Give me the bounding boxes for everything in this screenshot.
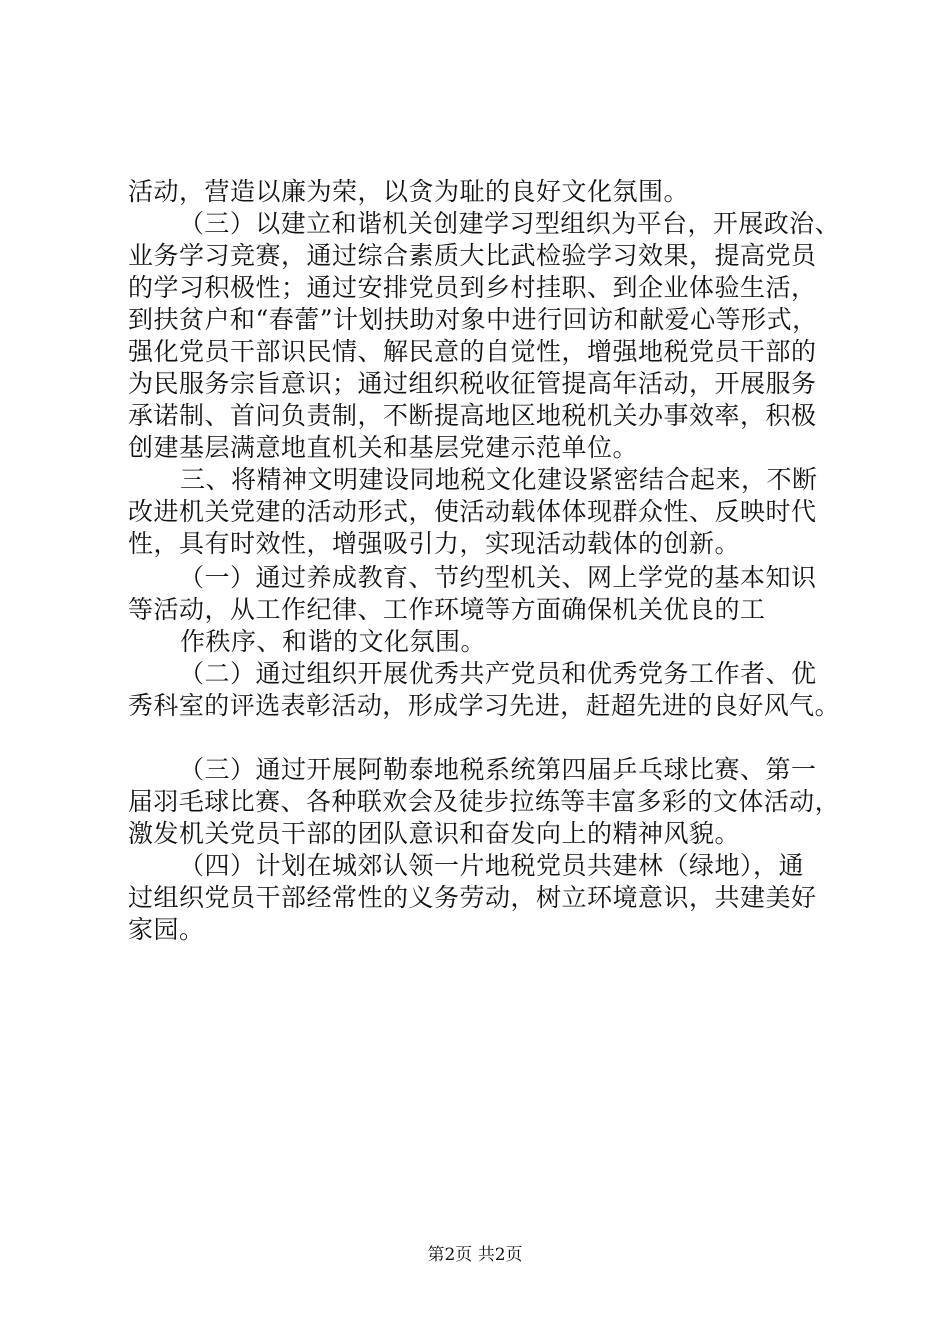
- text-line: 的学习积极性；通过安排党员到乡村挂职、到企业体验生活，: [128, 273, 817, 302]
- page-footer: 第2页 共2页: [427, 1245, 523, 1265]
- text-line: 三、将精神文明建设同地税文化建设紧密结合起来，不断: [180, 465, 818, 494]
- text-line: 激发机关党员干部的团队意识和奋发向上的精神风貌。: [128, 819, 741, 848]
- text-line: 届羽毛球比赛、各种联欢会及徒步拉练等丰富多彩的文体活动，: [128, 787, 841, 816]
- text-line: 性，具有时效性，增强吸引力，实现活动载体的创新。: [128, 529, 741, 558]
- text-line: 创建基层满意地直机关和基层党建示范单位。: [128, 433, 639, 462]
- text-line: 到扶贫户和“春蕾”计划扶助对象中进行回访和献爱心等形式，: [128, 305, 818, 334]
- text-line: 承诺制、首问负责制，不断提高地区地税机关办事效率，积极: [128, 401, 817, 430]
- text-line: 强化党员干部识民情、解民意的自觉性，增强地税党员干部的: [128, 337, 817, 366]
- text-line: 过组织党员干部经常性的义务劳动，树立环境意识，共建美好: [128, 883, 817, 912]
- text-line: 秀科室的评选表彰活动，形成学习先进，赶超先进的良好风气。: [128, 691, 841, 720]
- text-line: 业务学习竞赛，通过综合素质大比武检验学习效果，提高党员: [128, 241, 817, 270]
- text-line: （三）通过开展阿勒泰地税系统第四届乒乓球比赛、第一: [179, 755, 817, 784]
- text-line: （二）通过组织开展优秀共产党员和优秀党务工作者、优: [179, 659, 817, 688]
- text-line: 家园。: [128, 915, 205, 944]
- text-line: 等活动，从工作纪律、工作环境等方面确保机关优良的工: [128, 595, 766, 624]
- text-line: 活动，营造以廉为荣，以贪为耻的良好文化氛围。: [128, 177, 690, 206]
- text-line: （四）计划在城郊认领一片地税党员共建林（绿地），通: [179, 851, 805, 880]
- text-line: 改进机关党建的活动形式，使活动载体体现群众性、反映时代: [128, 497, 817, 526]
- text-line: 作秩序、和谐的文化氛围。: [180, 627, 487, 656]
- text-line: 为民服务宗旨意识；通过组织税收征管提高年活动，开展服务: [128, 369, 817, 398]
- text-line: （三）以建立和谐机关创建学习型组织为平台，开展政治、: [179, 209, 841, 238]
- text-line: （一）通过养成教育、节约型机关、网上学党的基本知识: [179, 563, 817, 592]
